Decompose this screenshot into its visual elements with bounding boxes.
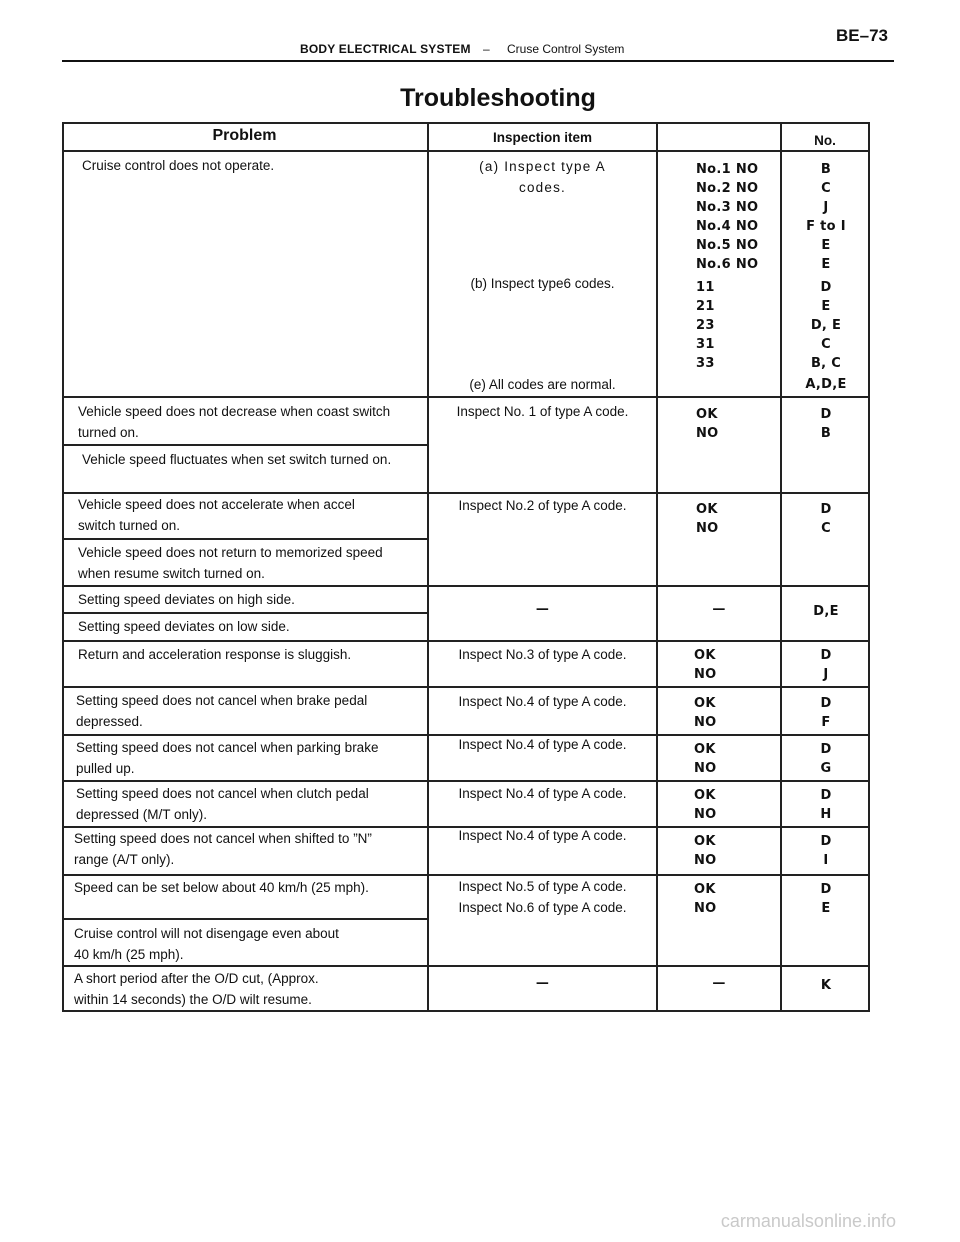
table-cell-problem: Setting speed does not cancel when brake pedal depressed. bbox=[76, 693, 368, 729]
page-number: BE–73 bbox=[836, 26, 888, 45]
table-cell-problem: Setting speed does not cancel when parking brake pulled up. bbox=[76, 740, 379, 776]
header-separator: – bbox=[483, 42, 490, 56]
table-cell-problem: A short period after the O/D cut, (Approx. within 14 seconds) the O/D wilt resume. bbox=[74, 971, 319, 1007]
table-cell-no: K bbox=[820, 978, 832, 993]
column-divider bbox=[656, 122, 658, 1012]
row-divider bbox=[62, 686, 870, 688]
table-cell-result: OK NO bbox=[696, 502, 719, 536]
table-cell-no: D H bbox=[820, 788, 832, 822]
table-cell-result: OK NO bbox=[694, 742, 717, 776]
table-cell-no: D E D, E C B, C bbox=[810, 280, 842, 371]
table-cell-no: D F bbox=[820, 696, 832, 730]
subsection-title: Cruse Control System bbox=[507, 42, 625, 56]
table-cell-problem: Setting speed deviates on high side. bbox=[78, 592, 295, 607]
table-cell-result: OK NO bbox=[694, 788, 717, 822]
column-header-no: No. bbox=[814, 133, 836, 148]
table-cell-inspection: Inspect No. 1 of type A code. bbox=[456, 404, 629, 419]
table-cell-problem: Setting speed deviates on low side. bbox=[78, 619, 290, 634]
table-cell-result: OK NO bbox=[694, 648, 717, 682]
table-cell-problem: Speed can be set below about 40 km/h (25 mph). bbox=[74, 880, 369, 895]
table-border-right bbox=[868, 122, 870, 1012]
row-divider bbox=[62, 538, 427, 540]
table-cell-no: D,E bbox=[813, 604, 839, 619]
table-cell-no: D C bbox=[820, 502, 832, 536]
row-divider bbox=[62, 918, 427, 920]
table-border-top bbox=[62, 122, 870, 124]
table-cell-no: D I bbox=[820, 834, 832, 868]
table-border-left bbox=[62, 122, 64, 1012]
troubleshooting-table bbox=[62, 122, 870, 1012]
table-cell-problem: Cruise control does not operate. bbox=[82, 158, 275, 173]
row-divider bbox=[62, 444, 427, 446]
table-cell-result: No.1 NO No.2 NO No.3 NO No.4 NO No.5 NO No.6 NO bbox=[696, 162, 759, 272]
table-cell-inspection: Inspect No.3 of type A code. bbox=[458, 647, 627, 662]
table-cell-no: D B bbox=[820, 407, 832, 441]
table-cell-problem: Vehicle speed fluctuates when set switch turned on. bbox=[82, 452, 392, 467]
header-rule bbox=[62, 60, 894, 62]
table-cell-problem: Vehicle speed does not return to memorized speed when resume switch turned on. bbox=[78, 545, 383, 581]
table-border-bottom bbox=[62, 1010, 870, 1012]
table-cell-problem: Vehicle speed does not accelerate when accel switch turned on. bbox=[78, 497, 355, 533]
table-cell-result: 11 21 23 31 33 bbox=[696, 280, 715, 371]
table-cell-problem: Vehicle speed does not decrease when coast switch turned on. bbox=[78, 404, 391, 440]
table-cell-inspection: (e) All codes are normal. bbox=[469, 377, 616, 392]
page-title: Troubleshooting bbox=[400, 84, 596, 112]
row-divider bbox=[62, 780, 870, 782]
table-cell-no: A,D,E bbox=[805, 377, 847, 392]
row-divider bbox=[62, 640, 870, 642]
column-header-inspection: Inspection item bbox=[492, 130, 592, 145]
table-cell-inspection: — bbox=[535, 976, 550, 991]
row-divider bbox=[62, 965, 870, 967]
table-cell-no: D E bbox=[820, 882, 832, 916]
table-cell-problem: Cruise control will not disengage even about 40 km/h (25 mph). bbox=[74, 926, 339, 962]
table-cell-inspection: Inspect No.2 of type A code. bbox=[458, 498, 627, 513]
table-cell-no: D J bbox=[820, 648, 832, 682]
table-cell-inspection: — bbox=[535, 602, 550, 617]
row-divider bbox=[62, 396, 870, 398]
table-cell-inspection: (b) Inspect type6 codes. bbox=[470, 276, 615, 291]
table-cell-problem: Setting speed does not cancel when clutch pedal depressed (M/T only). bbox=[76, 786, 369, 822]
row-divider bbox=[62, 585, 870, 587]
table-cell-inspection: (a) Inspect type A codes. bbox=[479, 159, 606, 195]
table-cell-result: OK NO bbox=[694, 834, 717, 868]
table-cell-no: B C J F to I E E bbox=[806, 162, 846, 272]
table-cell-problem: Return and acceleration response is sluggish. bbox=[78, 647, 352, 662]
table-cell-result: OK NO bbox=[696, 407, 719, 441]
watermark: carmanualsonline.info bbox=[720, 1211, 896, 1231]
column-header-problem: Problem bbox=[212, 127, 277, 144]
table-cell-result: — bbox=[712, 976, 726, 991]
table-cell-result: — bbox=[712, 602, 726, 617]
table-cell-problem: Setting speed does not cancel when shifted to ”N” range (A/T only). bbox=[74, 831, 372, 867]
table-cell-inspection: Inspect No.4 of type A code. bbox=[458, 786, 627, 801]
header-row-divider bbox=[62, 150, 870, 152]
table-cell-inspection: Inspect No.4 of type A code. bbox=[458, 737, 627, 752]
table-cell-inspection: Inspect No.5 of type A code. Inspect No.6 of type A code. bbox=[458, 879, 627, 915]
table-cell-inspection: Inspect No.4 of type A code. bbox=[458, 828, 627, 843]
table-cell-no: D G bbox=[820, 742, 832, 776]
column-divider bbox=[780, 122, 782, 1012]
section-title: BODY ELECTRICAL SYSTEM bbox=[300, 42, 471, 56]
row-divider bbox=[62, 612, 427, 614]
table-cell-result: OK NO bbox=[694, 882, 717, 916]
table-cell-inspection: Inspect No.4 of type A code. bbox=[458, 694, 627, 709]
table-cell-result: OK NO bbox=[694, 696, 717, 730]
